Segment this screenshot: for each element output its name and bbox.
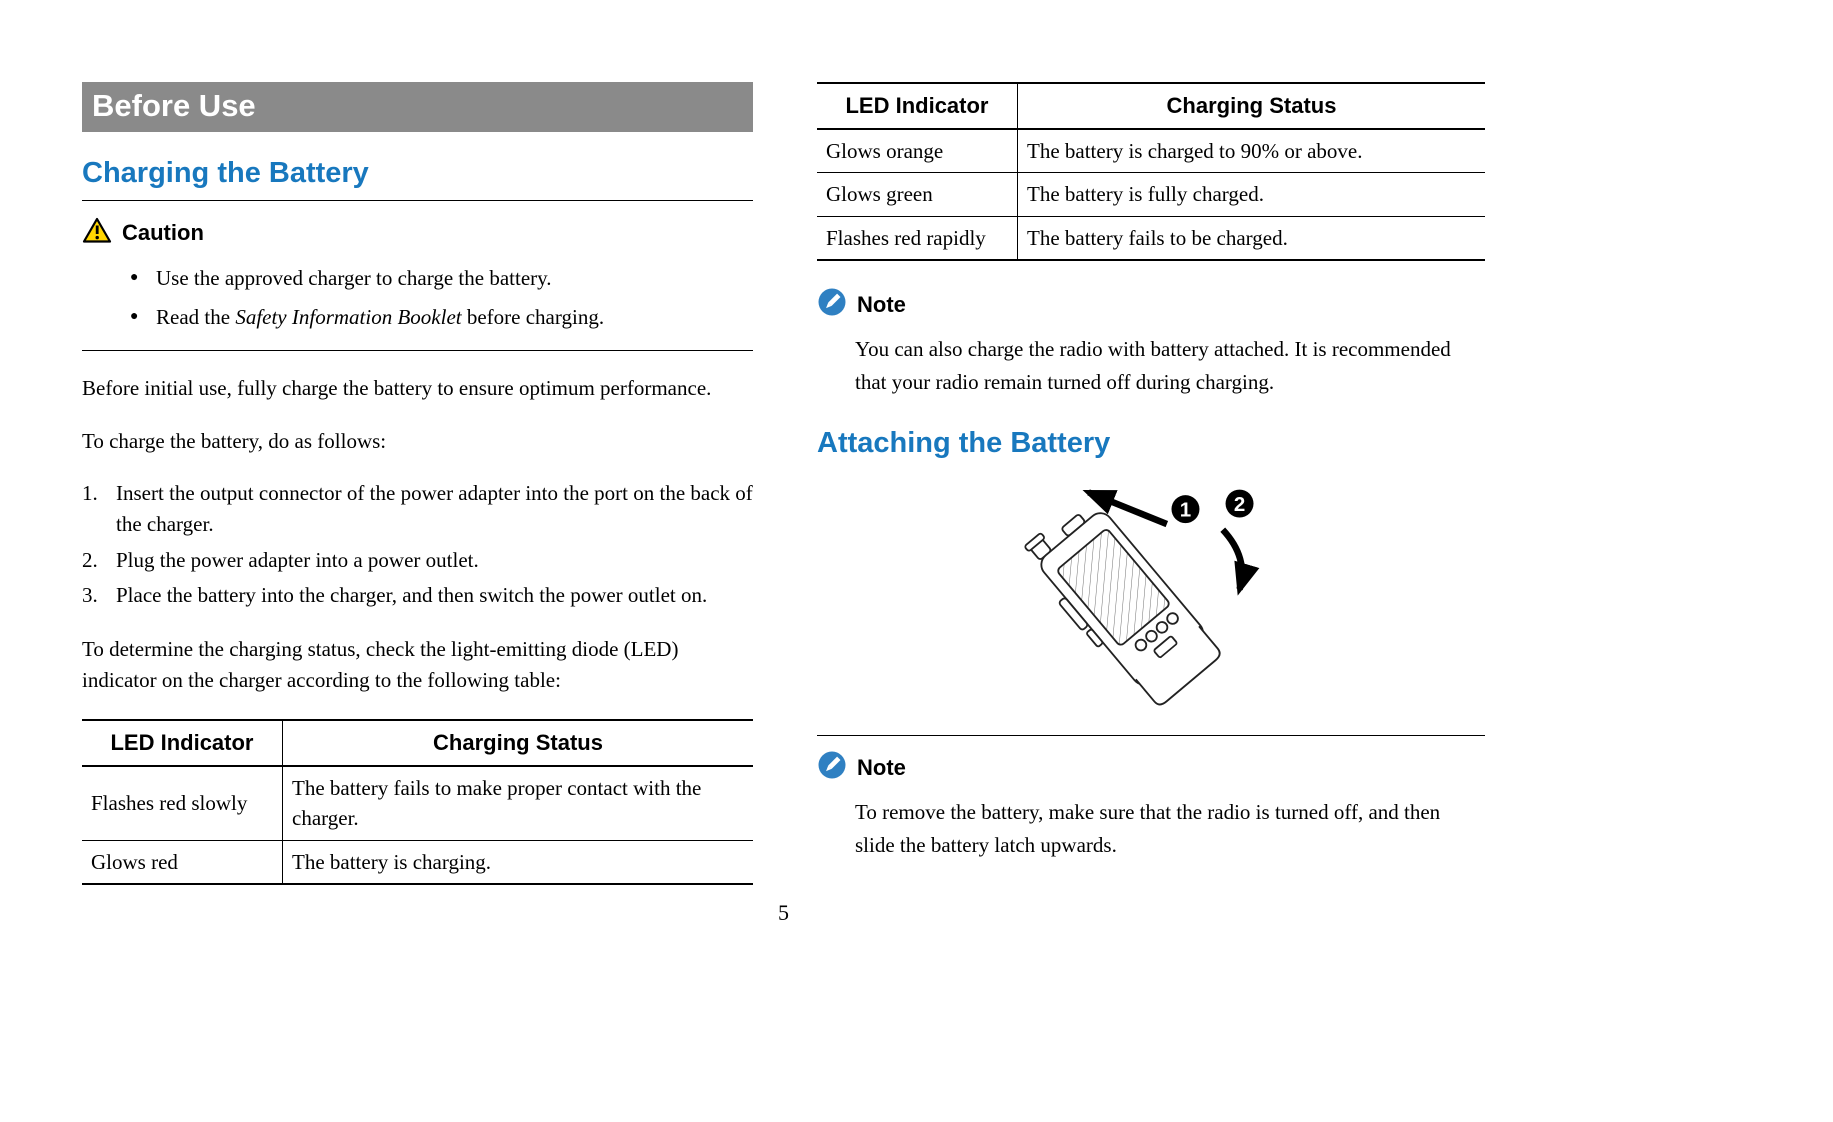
bullet-icon: ● <box>130 269 139 285</box>
cell-led-indicator: Flashes red slowly <box>82 766 283 840</box>
charging-status-table-2 <box>817 82 1485 261</box>
right-column <box>817 82 1485 861</box>
caution-bullet-text: Read the Safety Information Booklet before charging. <box>156 305 605 330</box>
table-row <box>817 216 1485 260</box>
cell-charging-status: The battery is charged to 90% or above. <box>1018 129 1486 173</box>
step-number: 3. <box>82 583 98 608</box>
note-icon <box>817 750 847 786</box>
cell-charging-status: The battery is fully charged. <box>1018 173 1486 216</box>
paragraph-steps-intro: To charge the battery, do as follows: <box>82 429 387 454</box>
svg-text:1: 1 <box>1179 498 1192 522</box>
caution-header <box>82 217 753 250</box>
cell-led-indicator: Glows green <box>817 173 1018 216</box>
caution-label: Caution <box>122 220 204 246</box>
column-header-led-indicator: LED Indicator <box>817 83 1018 129</box>
cell-led-indicator: Flashes red rapidly <box>817 216 1018 260</box>
list-item <box>82 580 753 612</box>
list-item <box>82 263 753 295</box>
step-text: Place the battery into the charger, and then switch the power outlet on. <box>116 583 708 608</box>
table-header-row <box>817 83 1485 129</box>
table-row <box>82 766 753 840</box>
caution-icon <box>82 217 112 250</box>
callout-1 <box>1172 495 1200 523</box>
note-header <box>817 750 1485 786</box>
table-header-row <box>82 720 753 766</box>
cell-charging-status: The battery fails to be charged. <box>1018 216 1486 260</box>
caution-bullet-text: Use the approved charger to charge the battery. <box>156 265 552 290</box>
note-header <box>817 287 1485 323</box>
radio-body <box>1017 493 1224 714</box>
cell-led-indicator: Glows orange <box>817 129 1018 173</box>
divider <box>82 350 753 351</box>
step-text: Plug the power adapter into a power outlet. <box>116 547 479 572</box>
note-icon <box>817 287 847 323</box>
step-number: 2. <box>82 547 98 572</box>
paragraph-initial-use: Before initial use, fully charge the battery to ensure optimum performance. <box>82 375 712 400</box>
battery-attachment-figure <box>932 470 1370 723</box>
paragraph-table-intro: To determine the charging status, check the light-emitting diode (LED) indicator on the charger according to the following table: <box>82 636 679 693</box>
note-label: Note <box>857 292 906 318</box>
radio-illustration <box>932 470 1370 717</box>
list-item <box>82 302 753 334</box>
note-label: Note <box>857 755 906 781</box>
table-row <box>82 840 753 884</box>
list-item <box>82 545 753 577</box>
cell-charging-status: The battery fails to make proper contact with the charger. <box>283 766 754 840</box>
svg-text:2: 2 <box>1233 493 1246 517</box>
table-row <box>817 129 1485 173</box>
divider <box>82 200 753 201</box>
note-text: You can also charge the radio with battery attached. It is recommended that your radio remain turned off during charging. <box>855 337 1451 394</box>
page-number: 5 <box>778 900 789 925</box>
left-column <box>82 82 753 885</box>
charging-status-table-1 <box>82 719 753 885</box>
heading-charging-the-battery: Charging the Battery <box>82 157 369 189</box>
cell-charging-status: The battery is charging. <box>283 840 754 884</box>
section-banner: Before Use <box>82 82 753 132</box>
charging-steps <box>82 478 753 612</box>
step-number: 1. <box>82 480 98 505</box>
callout-2 <box>1226 490 1254 518</box>
list-item <box>82 478 753 541</box>
divider <box>817 735 1485 736</box>
curved-arrow-down-icon <box>1223 530 1242 590</box>
column-header-charging-status: Charging Status <box>283 720 754 766</box>
caution-bullet-list <box>82 263 753 334</box>
table-row <box>817 173 1485 216</box>
column-header-led-indicator: LED Indicator <box>82 720 283 766</box>
bullet-icon: ● <box>130 309 139 325</box>
column-header-charging-status: Charging Status <box>1018 83 1486 129</box>
cell-led-indicator: Glows red <box>82 840 283 884</box>
heading-attaching-the-battery: Attaching the Battery <box>817 427 1111 460</box>
note-text: To remove the battery, make sure that the radio is turned off, and then slide the battery latch upwards. <box>855 800 1441 857</box>
step-text: Insert the output connector of the power adapter into the port on the back of the charger. <box>116 480 753 537</box>
